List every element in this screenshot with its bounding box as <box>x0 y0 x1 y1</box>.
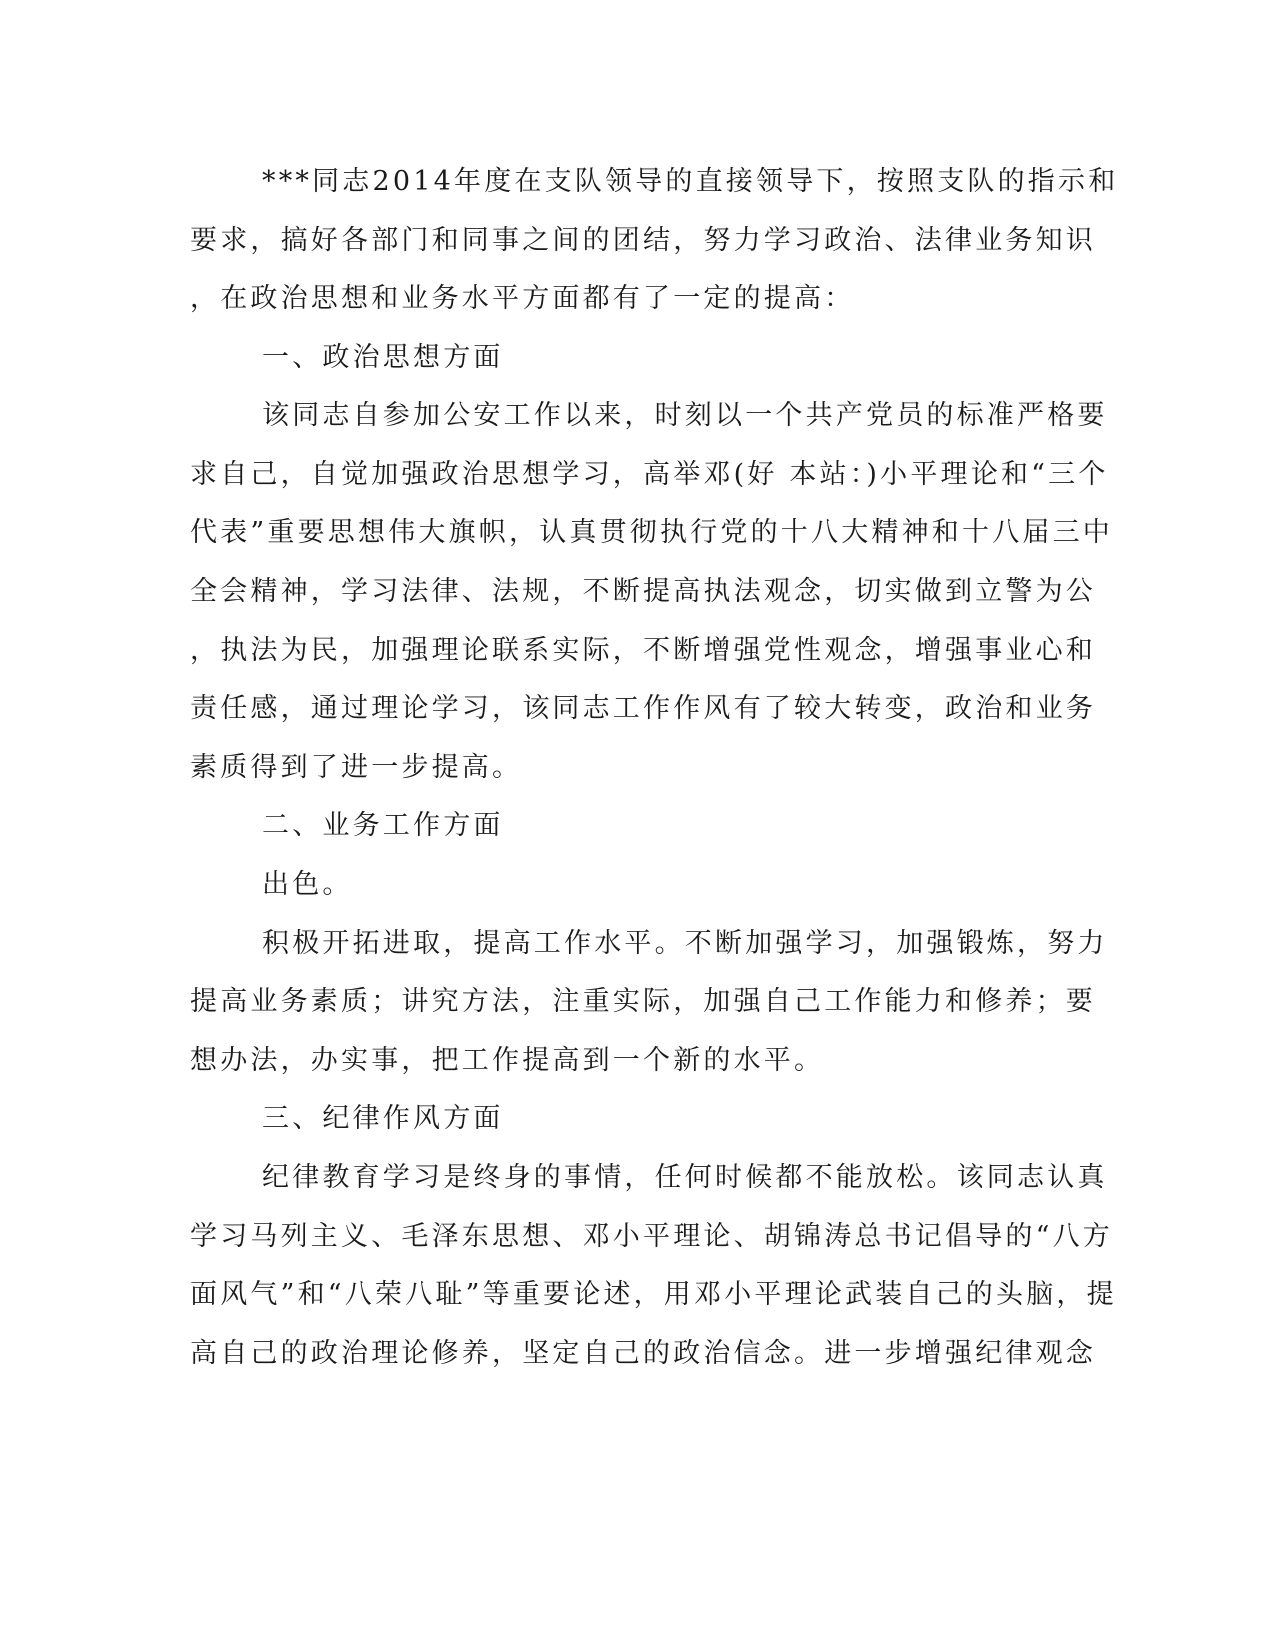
paragraph-line: ，在政治思想和业务水平方面都有了一定的提高： <box>190 283 855 314</box>
paragraph-line: 全会精神，学习法律、法规，不断提高执法观念，切实做到立警为公 <box>190 576 1096 607</box>
paragraph-line: 要求，搞好各部门和同事之间的团结，努力学习政治、法律业务知识 <box>190 225 1096 256</box>
paragraph-line: ***同志2014年度在支队领导的直接领导下，按照支队的指示和 <box>262 166 1119 197</box>
paragraph-line: 面风气”和“八荣八耻”等重要论述，用邓小平理论武装自己的头脑，提 <box>190 1279 1117 1310</box>
paragraph-line: 该同志自参加公安工作以来，时刻以一个共产党员的标准严格要 <box>262 400 1108 431</box>
paragraph-line: 学习马列主义、毛泽东思想、邓小平理论、胡锦涛总书记倡导的“八方 <box>190 1221 1114 1252</box>
section-heading: 三、纪律作风方面 <box>262 1103 504 1134</box>
paragraph-line: 积极开拓进取，提高工作水平。不断加强学习，加强锻炼，努力 <box>262 928 1108 959</box>
paragraph-line: 责任感，通过理论学习，该同志工作作风有了较大转变，政治和业务 <box>190 693 1096 724</box>
section-heading: 二、业务工作方面 <box>262 810 504 841</box>
paragraph-line: 出色。 <box>262 869 353 900</box>
paragraph-line: ，执法为民，加强理论联系实际，不断增强党性观念，增强事业心和 <box>190 635 1096 666</box>
section-heading: 一、政治思想方面 <box>262 342 504 373</box>
paragraph-line: 素质得到了进一步提高。 <box>190 752 523 783</box>
paragraph-line: 求自己，自觉加强政治思想学习，高举邓(好 本站：)小平理论和“三个 <box>190 459 1109 490</box>
paragraph-line: 想办法，办实事，把工作提高到一个新的水平。 <box>190 1045 825 1076</box>
paragraph-line: 提高业务素质；讲究方法，注重实际，加强自己工作能力和修养；要 <box>190 986 1096 1017</box>
paragraph-line: 高自己的政治理论修养，坚定自己的政治信念。进一步增强纪律观念 <box>190 1338 1096 1369</box>
paragraph-line: 代表”重要思想伟大旗帜，认真贯彻执行党的十八大精神和十八届三中 <box>190 517 1114 548</box>
paragraph-line: 纪律教育学习是终身的事情，任何时候都不能放松。该同志认真 <box>262 1162 1108 1193</box>
